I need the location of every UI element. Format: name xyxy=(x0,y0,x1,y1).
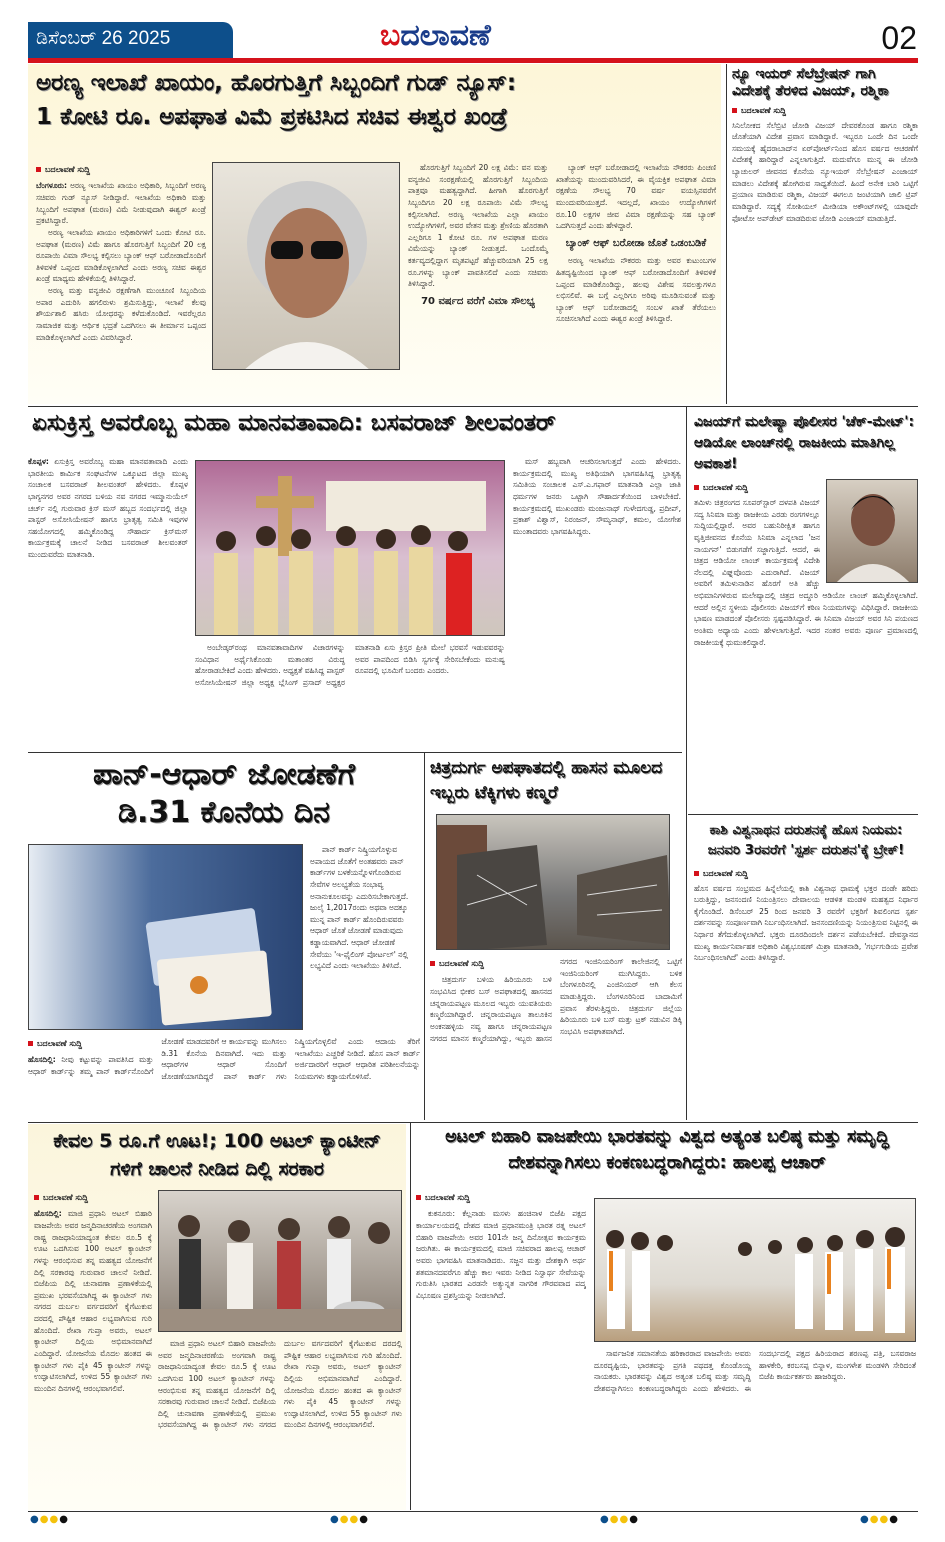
newspaper-logo: ಬದಲಾವಣೆ xyxy=(380,18,491,53)
section-rule xyxy=(28,1122,918,1123)
headline: ಕೇವಲ 5 ರೂ.ಗೆ ಊಟ!; 100 ಅಟಲ್ ಕ್ಯಾಂಟೀನ್ ಗಳಿಗೆ ಚಾಲನೆ ನೀಡಿದ ದಿಲ್ಲಿ ಸರಕಾರ xyxy=(53,1130,381,1180)
minister-photo xyxy=(212,162,400,370)
article-vijay-malaysia xyxy=(694,412,918,812)
article-atal-canteen: ಕೇವಲ 5 ರೂ.ಗೆ ಊಟ!; 100 ಅಟಲ್ ಕ್ಯಾಂಟೀನ್ ಗಳಿಗೆ ಚಾಲನೆ ನೀಡಿದ ದಿಲ್ಲಿ ಸರಕಾರ ಬದಲಾವಣೆ ಸುದ್ದಿ ಹೊಸದಿಲ್ಲಿ: ಮಾಜಿ ಪ್ರಧಾನಿ ಅಟಲ್ ಬಿಹಾರಿ ವಾಜಪೇಯಿ ಅವರ ಜನ್ಮದಿನಾಚರಣೆಯ ಅಂಗವಾಗಿ ರಾಷ್ಟ್ರ ರಾಜಧಾನಿಯಾದ್ಯಂತ ಕೇವಲ ರೂ.5 ಕ್ಕೆ ಊಟ ಒದಗಿಸುವ 100 ಅಟಲ್ ಕ್ಯಾಂಟೀನ್ ಗಳನ್ನು ಆರಂಭಿಸುವ ತನ್ನ ಮಹತ್ವದ ಯೋಜನೆಗೆ ದಿಲ್ಲಿ ಸರಕಾರವು ಗುರುವಾರ ಚಾಲನೆ ನೀಡಿದೆ. ಬಿಜೆಪಿಯ ದಿಲ್ಲಿ ಚುನಾವಣಾ ಪ್ರಣಾಳಿಕೆಯಲ್ಲಿ ಪ್ರಮುಖ ಭರವಸೆಯಾಗಿದ್ದ ಈ ಕ್ಯಾಂಟೀನ್ ಗಳು ನಗರದ ದುರ್ಬಲ ವರ್ಗದವರಿಗೆ ಕೈಗೆಟುಕುವ ದರದಲ್ಲಿ ಪೌಷ್ಟಿಕ ಆಹಾರ ಲಭ್ಯವಾಗಿಸುವ ಗುರಿ ಹೊಂದಿದೆ. ರೇಖಾ ಗುಪ್ತಾ ಅವರು, ಅಟಲ್ ಕ್ಯಾಂಟೀನ್ ದಿಲ್ಲಿಯ ಅಭಿಮಾನವಾಗಿದೆ ಎಂದಿದ್ದಾರೆ. ಯೋಜನೆಯ ಮೊದಲ ಹಂತದ ಈ ಕ್ಯಾಂಟೀನ್ ಗಳು ಪೈಕಿ 45 ಕ್ಯಾಂಟೀನ್ ಗಳನ್ನು ಉದ್ಘಾಟಿಸಲಾಗಿದೆ, ಉಳಿದ 55 ಕ್ಯಾಂಟೀನ್ ಗಳು ಮುಂದಿನ ದಿನಗಳಲ್ಲಿ ಆರಂಭವಾಗಲಿವೆ. ಮಾಜಿ ಪ್ರಧಾನಿ ಅಟಲ್ ಬಿಹಾರಿ ವಾಜಪೇಯಿ ಅವರ ಜನ್ಮದಿನಾಚರಣೆಯ ಅಂಗವಾಗಿ ರಾಷ್ಟ್ರ ರಾಜಧಾನಿಯಾದ್ಯಂತ ಕೇವಲ ರೂ.5 ಕ್ಕೆ ಊಟ ಒದಗಿಸುವ 100 ಅಟಲ್ ಕ್ಯಾಂಟೀನ್ ಗಳನ್ನು ಆರಂಭಿಸುವ ತನ್ನ ಮಹತ್ವದ ಯೋಜನೆಗೆ ದಿಲ್ಲಿ ಸರಕಾರವು ಗುರುವಾರ ಚಾಲನೆ ನೀಡಿದೆ. ಬಿಜೆಪಿಯ ದಿಲ್ಲಿ ಚುನಾವಣಾ ಪ್ರಣಾಳಿಕೆಯಲ್ಲಿ ಪ್ರಮುಖ ಭರವಸೆಯಾಗಿದ್ದ ಈ ಕ್ಯಾಂಟೀನ್ ಗಳು ನಗರದ ದುರ್ಬಲ ವರ್ಗದವರಿಗೆ ಕೈಗೆಟುಕುವ ದರದಲ್ಲಿ ಪೌಷ್ಟಿಕ ಆಹಾರ ಲಭ್ಯವಾಗಿಸುವ ಗುರಿ ಹೊಂದಿದೆ. ರೇಖಾ ಗುಪ್ತಾ ಅವರು, ಅಟಲ್ ಕ್ಯಾಂಟೀನ್ ದಿಲ್ಲಿಯ ಅಭಿಮಾನವಾಗಿದೆ ಎಂದಿದ್ದಾರೆ. ಯೋಜನೆಯ ಮೊದಲ ಹಂತದ ಈ ಕ್ಯಾಂಟೀನ್ ಗಳು ಪೈಕಿ 45 ಕ್ಯಾಂಟೀನ್ ಗಳನ್ನು ಉದ್ಘಾಟಿಸಲಾಗಿದೆ, ಉಳಿದ 55 ಕ್ಯಾಂಟೀನ್ ಗಳು ಮುಂದಿನ ದಿನಗಳಲ್ಲಿ ಆರಂಭವಾಗಲಿವೆ. xyxy=(28,1124,406,1510)
accident-photo xyxy=(436,814,670,950)
headline: ಪಾನ್-ಆಧಾರ್ ಜೋಡಣೆಗೆ ಡಿ.31 ಕೊನೆಯ ದಿನ xyxy=(93,757,355,830)
article-pan-aadhaar: ಪಾನ್-ಆಧಾರ್ ಜೋಡಣೆಗೆ ಡಿ.31 ಕೊನೆಯ ದಿನ ಪಾನ್ ಕಾರ್ಡ್ ನಿಷ್ಕ್ರಿಯಗೊಳ್ಳುವ ಅಪಾಯದ ಜೊತೆಗೆ ಅಂತಹವರು ಪಾನ್ ಕಾರ್ಡ್‌ಗಳ ಬಳಕೆಯನ್ನೊಳಗೊಂಡಿರುವ ಸೇವೆಗಳ ಅಲಭ್ಯತೆಯ ಸಂಭಾವ್ಯ ಅನಾನುಕೂಲವನ್ನು ಎದುರಿಸಬೇಕಾಗುತ್ತದೆ. ಜುಲೈ 1,2017ರಂದು ಅಥವಾ ಅದಕ್ಕೂ ಮುನ್ನ ಪಾನ್ ಕಾರ್ಡ್ ಹೊಂದಿರುವವರು ಆಧಾರ್ ಜೊತೆ ಜೋಡಣೆ ಮಾಡುವುದು ಕಡ್ಡಾಯವಾಗಿದೆ. ಆಧಾರ್ ಜೋಡಣೆ ಸೇವೆಯು 'ಇ-ಫೈಲಿಂಗ್ ಪೋರ್ಟಲ್' ನಲ್ಲಿ ಲಭ್ಯವಿದೆ ಎಂದು ಇಲಾಖೆಯು ತಿಳಿಸಿದೆ. ಬದಲಾವಣೆ ಸುದ್ದಿ ಹೊಸದಿಲ್ಲಿ: ನೀವು ಕಟ್ಟುವನ್ನು ಪಾವತಿಸಿದ ಮತ್ತು ಆಧಾರ್ ಕಾರ್ಡ್‌ನ್ನು ತಮ್ಮ ಪಾನ್ ಕಾರ್ಡ್‌ನೊಂದಿಗೆ ಜೋಡಣೆ ಮಾಡದವರಿಗೆ ಆ ಕಾರ್ಯವನ್ನು ಮುಗಿಸಲು ಡಿ.31 ಕೊನೆಯ ದಿನವಾಗಿದೆ. ಇದು ಮತ್ತು ಆಧಾರ್‌ಗಳ ಆಧಾರ್ ಸೊಂದಿಗೆ ಜೋಡಣೆಯಾಗದಿದ್ದರೆ ಪಾನ್ ಕಾರ್ಡ್ ಗಳು ನಿಷ್ಕ್ರಿಯಗೊಳ್ಳಲಿವೆ ಎಂದು ಆದಾಯ ತೆರಿಗೆ ಇಲಾಖೆಯು ಎಚ್ಚರಿಕೆ ನೀಡಿದೆ. ಹೊಸ ಪಾನ್ ಕಾರ್ಡ್ ಅರ್ಜಿದಾರರಿಗೆ ಆಧಾರ್ ಆಧಾರಿತ ಪರಿಶೀಲನೆಯನ್ನು ನಿಯಮಗಳು ಕಡ್ಡಾಯಗೊಳಿಸಿವೆ. xyxy=(28,757,420,1081)
page-number: 02 xyxy=(881,20,917,56)
byline: ಬದಲಾವಣೆ ಸುದ್ದಿ xyxy=(694,869,918,879)
footer-dots: ●●●● xyxy=(860,1514,899,1525)
footer-dots: ●●●● xyxy=(30,1514,69,1525)
issue-date: ಡಿಸೆಂಬರ್ 26 2025 xyxy=(28,22,233,58)
article-vajpayee: ಅಟಲ್ ಬಿಹಾರಿ ವಾಜಪೇಯಿ ಭಾರತವನ್ನು ವಿಶ್ವದ ಅತ್ಯಂತ ಬಲಿಷ್ಠ ಮತ್ತು ಸಮೃದ್ಧಿ ದೇಶವನ್ನಾಗಿಸಲು ಕಂಕಣಬದ್ಧರಾಗಿದ್ದರು: ಹಾಲಪ್ಪ ಆಚಾರ್ ಬದಲಾವಣೆ ಸುದ್ದಿ ಕುಕನೂರು: ಕೆಲ್ಲನಾಡು ಮಸಳು ಹಂಚಿನಾಳ ಬಿಜೆಪಿ ಪಕ್ಷದ ಕಾರ್ಯಾಲಯದಲ್ಲಿ ದೇಶದ ಮಾಜಿ ಪ್ರಧಾನಮಂತ್ರಿ ಭಾರತ ರತ್ನ ಅಟಲ್ ಬಿಹಾರಿ ವಾಜಪೇಯಿ ಅವರ 101ನೇ ಜನ್ಮ ದಿನೋತ್ಸವ ಕಾರ್ಯಕ್ರಮ ಜರುಗಿತು. ಈ ಕಾರ್ಯಕ್ರಮದಲ್ಲಿ ಮಾಜಿ ಸಚಿವರಾದ ಹಾಲಪ್ಪ ಆಚಾರ್ ಅವರು ಭಾಗವಹಿಸಿ ಮಾತನಾಡಿದರು. ಸಜ್ಜನ ಮತ್ತು ದೇಶಕ್ಕಾಗಿ ಅರ್ಥ ಶತಮಾನದವರೆಗೂ ಹೆಚ್ಚು ಕಾಲ ಇವರು ನೀಡಿದ ನಿಸ್ವಾರ್ಥ ಸೇವೆಯನ್ನು ಗುರುತಿಸಿ ಭಾರತದ ಎರಡನೇ ಅತ್ಯುನ್ನತ ನಾಗರಿಕ ಗೌರವವಾದ ಪದ್ಮ ವಿಭೂಷಣ ಪ್ರಶಸ್ತಿಯನ್ನು ನೀಡಲಾಗಿದೆ. ಸಾರ್ವಜನಿಕ ಸಮಾನತೆಯ ಹರಿಕಾರರಾದ ವಾಜಪೇಯಿ ಅವರು ದೂರದೃಷ್ಟಿಯ, ಭಾರತವನ್ನು ಪ್ರಗತಿ ಪಥದತ್ತ ಕೊಂಡೊಯ್ದ ನಾಯಕರು. ಭಾರತವನ್ನು ವಿಶ್ವದ ಅತ್ಯಂತ ಬಲಿಷ್ಠ ಮತ್ತು ಸಮೃದ್ಧಿ ದೇಶವನ್ನಾಗಿಸಲು ಕಂಕಣಬದ್ಧರಾಗಿದ್ದರು ಎಂದು ಹೇಳಿದರು. ಈ ಸಂದರ್ಭದಲ್ಲಿ ಪಕ್ಷದ ಹಿರಿಯರಾದ ಶರಣಪ್ಪ ಪತ್ರಿ, ಬಸವರಾಜ ಹಾಳಕೇರಿ, ಕರಬಸಪ್ಪ ಬಿನ್ನಾಳ, ಮಂಗಳೇಶ ಮಂಡಳಿಗಿ ಸೇರಿದಂತೆ ಬಿಜೆಪಿ ಕಾರ್ಯಕರ್ತರು ಹಾಜರಿದ್ದರು. xyxy=(416,1124,918,1510)
headline: ಏಸುಕ್ರಿಸ್ತ ಅವರೊಬ್ಬ ಮಹಾ ಮಾನವತಾವಾದಿ: ಬಸವರಾಜ್ ಶೀಲವಂತರ್ xyxy=(32,410,556,436)
column-rule xyxy=(686,406,687,1120)
event-photo xyxy=(195,460,505,636)
bjp-event-photo xyxy=(594,1198,916,1342)
byline: ಬದಲಾವಣೆ ಸುದ್ದಿ xyxy=(732,106,918,116)
header-rule xyxy=(28,58,918,63)
footer-dots: ●●●● xyxy=(600,1514,639,1525)
headline: ಅಟಲ್ ಬಿಹಾರಿ ವಾಜಪೇಯಿ ಭಾರತವನ್ನು ವಿಶ್ವದ ಅತ್ಯಂತ ಬಲಿಷ್ಠ ಮತ್ತು ಸಮೃದ್ಧಿ ದೇಶವನ್ನಾಗಿಸಲು ಕಂಕಣಬದ್ಧರಾಗಿದ್ದರು: ಹಾಲಪ್ಪ ಆಚಾರ್ xyxy=(445,1127,889,1174)
byline: ಬದಲಾವಣೆ ಸುದ್ದಿ xyxy=(34,1192,152,1204)
column-rule xyxy=(424,752,425,1120)
headline: ವಿಜಯ್‌ಗೆ ಮಲೇಷ್ಯಾ ಪೊಲೀಸರ 'ಚೆಕ್-ಮೇಟ್': ಆಡಿಯೋ ಲಾಂಚ್‌ನಲ್ಲಿ ರಾಜಕೀಯ ಮಾತಿಗಿಲ್ಲ ಅವಕಾಶ! xyxy=(694,414,915,472)
subheading: ಬ್ಯಾಂಕ್ ಆಫ್ ಬರೋಡಾ ಜೊತೆ ಒಡಂಬಡಿಕೆ xyxy=(565,237,707,249)
article-vijay-rashmika: ನ್ಯೂ ಇಯರ್ ಸೆಲೆಬ್ರೇಷನ್ ಗಾಗಿ ವಿದೇಶಕ್ಕೆ ತೆರಳಿದ ವಿಜಯ್, ರಶ್ಮಿಕಾ ಬದಲಾವಣೆ ಸುದ್ದಿ ಸಿನಿಲೋಕದ ಸೆಲೆಬ್ರಿಟಿ ಜೋಡಿ ವಿಜಯ್ ದೇವರಕೊಂಡ ಹಾಗೂ ರಶ್ಮಿಕಾ ಜೊತೆಯಾಗಿ ವಿದೇಶ ಪ್ರವಾಸ ಮಾಡಿದ್ದಾರೆ. ಇಬ್ಬರೂ ಒಂದೇ ದಿನ ಒಂದೇ ಸಮಯಕ್ಕೆ ಹೈದರಾಬಾದ್‌ನ ಏರ್‌ಪೋರ್ಟ್‌ನಿಂದ ಹೊಸ ವರ್ಷದ ಆಚರಣೆಗೆ ವಿದೇಶಕ್ಕೆ ಹಾರಿದ್ದಾರೆ ಎನ್ನಲಾಗುತ್ತಿದೆ. ಮದುವೆಗೂ ಮುನ್ನ ಈ ಜೋಡಿ ಬ್ಯಾಚುಲರ್ ಜೀವನದ ಕೊನೆಯ ನ್ಯೂಇಯರ್ ಸೆಲೆಬ್ರೇಷನ್ ಎಂಜಾಯ್ ಮಾಡಲು ವಿದೇಶಕ್ಕೆ ಹೋಗಿರುವ ಸಾಧ್ಯತೆಯಿದೆ. ಹಿಂದೆ ಅನೇಕ ಬಾರಿ ಒಟ್ಟಿಗೆ ಪ್ರಯಾಣ ಮಾಡಿರುವ ರಶ್ಮಿಕಾ, ವಿಜಯ್ ಈಗಲೂ ಜಂಟಿಯಾಗಿ ಜಾಲಿ ಟ್ರಿಪ್ ಮಾಡಿದ್ದಾರೆ. ಸದ್ಯಕ್ಕೆ ಸೋಶಿಯಲ್ ಮೀಡಿಯಾ ಅಕೌಂಟ್‌ಗಳಲ್ಲಿ ಯಾವುದೇ ಫೋಟೋ ಅಪ್‌ಡೇಟ್ ಮಾಡದಿರುವ ಜೋಡಿ ಎಂಜಾಯ್ ಮಾಡುತ್ತಿದೆ. xyxy=(732,66,918,223)
byline: ಬದಲಾವಣೆ ಸುದ್ದಿ xyxy=(430,958,552,970)
byline: ಬದಲಾವಣೆ ಸುದ್ದಿ xyxy=(36,164,206,176)
section-rule xyxy=(688,814,918,815)
column-rule xyxy=(726,64,727,404)
article-christmas: ಏಸುಕ್ರಿಸ್ತ ಅವರೊಬ್ಬ ಮಹಾ ಮಾನವತಾವಾದಿ: ಬಸವರಾಜ್ ಶೀಲವಂತರ್ ಕೊಪ್ಪಳ: ಏಸುಕ್ರಿಸ್ತ ಅವರೊಬ್ಬ ಮಹಾ ಮಾನವತಾವಾದಿ ಎಂದು ಭಾರತೀಯ ಕಾರ್ಮಿಕ ಸಂಘಟನೆಗಳ ಒಕ್ಕೂಟದ ಜಿಲ್ಲಾ ಮುಖ್ಯ ಸಂಚಾಲಕ ಬಸವರಾಜ್ ಶೀಲವಂತರ್ ಹೇಳಿದರು. ಕೊಪ್ಪಳ ಭಾಗ್ಯನಗರ ಅವರ ನಗರದ ಬಳಿಯ ನವ ನಗರದ ಇಮ್ಮಾನುಯೆಲ್ ಚರ್ಚ್ ನಲ್ಲಿ ಗುರುವಾರ ಕ್ರಿಸ್ ಮಸ್ ಹಬ್ಬದ ಸಂದರ್ಭದಲ್ಲಿ ಜಿಲ್ಲಾ ಪಾಸ್ಟರ್ ಅಸೋಸಿಯೇಷನ್ ಹಾಗೂ ಭ್ರಾತೃತ್ವ ಸಮಿತಿ ಇವುಗಳ ಸಹಯೋಗದಲ್ಲಿ ಹಮ್ಮಿಕೊಂಡಿದ್ದ ಸೌಹಾರ್ದ ಕ್ರಿಸ್‌ಮಸ್ ಕಾರ್ಯಕ್ರಮಕ್ಕೆ ಚಾಲನೆ ನೀಡಿದ ಬಸವರಾಜ್ ಶೀಲವಂತರ್ ಮುಂದುವರೆದು ಮಾತನಾಡಿ. ಅಂಬೇಡ್ಕರ್‌ರಂಥ ಮಾನವತಾವಾದಿಗಳ ವಿಚಾರಗಳನ್ನು ಸಂವಿಧಾನ ಅರ್ಥೈಸಿಕೊಂಡು ಮತಾಂತರ ವಿರುದ್ಧ ಹೋರಾಡಬೇಕಿದೆ ಎಂದು ಹೇಳಿದರು. ಅಧ್ಯಕ್ಷತೆ ವಹಿಸಿದ್ದ ಪಾಸ್ಟರ್ ಅಸೋಸಿಯೇಷನ್ ಜಿಲ್ಲಾ ಅಧ್ಯಕ್ಷ ಬ್ಲೆಸಿಂಗ್ ಪ್ರಸಾದ್ ಅಧ್ಯಕ್ಷರ ಮಾತನಾಡಿ ಏಸು ಕ್ರಿಸ್ತರ ಪ್ರೀತಿ ಮೇಲೆ ಭರವಸೆ ಇಡುವವರನ್ನು ಅವರ ಪಾಪದಿಂದ ಬಿಡಿಸಿ ಸ್ವರ್ಗಕ್ಕೆ ಸೇರಿಸಬೇಕೆಂದು ಮನುಷ್ಯ ರೂಪದಲ್ಲಿ ಭೂಮಿಗೆ ಬಂದರು ಎಂದರು. ಮಸ್ ಹಬ್ಬವಾಗಿ ಆಚರಿಸಲಾಗುತ್ತದೆ ಎಂದು ಹೇಳಿದರು. ಕಾರ್ಯಕ್ರಮದಲ್ಲಿ ಮುಖ್ಯ ಅತಿಥಿಯಾಗಿ ಭಾಗವಹಿಸಿದ್ದ ಭ್ರಾತೃತ್ವ ಸಮಿತಿಯ ಸಂಚಾಲಕ ಎಸ್.ಎ.ಗಫಾರ್ ಮಾತನಾಡಿ ಎಲ್ಲಾ ಜಾತಿ ಧರ್ಮಗಳ ಜನರು ಒಟ್ಟಾಗಿ ಸೌಹಾರ್ದತೆಯಿಂದ ಬಾಳಬೇಕಿದೆ. ಕಾರ್ಯಕ್ರಮದಲ್ಲಿ ಮುಖಂಡರು ಮಂಜುನಾಥ್ ಗುಳೇದಗುಡ್ಡ, ಪ್ರದೀಪ್, ಪ್ರಕಾಶ್ ವಿಶ್ವಾಸ್, ನಿರಂಜನ್, ಸೌಮ್ಯನಾಥ್, ಕಮಲ, ಯೋಗೇಶ ಮುಂತಾದವರು ಭಾಗವಹಿಸಿದ್ದರು. xyxy=(28,410,681,687)
vijay-photo xyxy=(826,479,918,583)
column-rule xyxy=(410,1122,411,1510)
byline: ಬದಲಾವಣೆ ಸುದ್ದಿ xyxy=(694,483,918,493)
subheading: 70 ವರ್ಷದ ವರೆಗೆ ವಿಮಾ ಸೌಲಭ್ಯ xyxy=(421,295,535,307)
pan-card-photo xyxy=(28,844,303,1030)
article-chitradurga-accident: ಚಿತ್ರದುರ್ಗ ಅಪಘಾತದಲ್ಲಿ ಹಾಸನ ಮೂಲದ ಇಬ್ಬರು ಟೆಕ್ಕಿಗಳು ಕಣ್ಮರೆ ಬದಲಾವಣೆ ಸುದ್ದಿ ಚಿತ್ರದುರ್ಗ ಬಳಿಯ ಹಿರಿಯೂರು ಬಳಿ ಸಂಭವಿಸಿದ ಭೀಕರ ಬಸ್ ಅಪಘಾತದಲ್ಲಿ ಹಾಸನದ ಚನ್ನರಾಯಪಟ್ಟಣ ಮೂಲದ ಇಬ್ಬರು ಯುವತಿಯರು ಕಣ್ಮರೆಯಾಗಿದ್ದಾರೆ. ಚನ್ನರಾಯಪಟ್ಟಣ ತಾಲೂಕಿನ ಅಂಕನಹಳ್ಳಿಯ ನವ್ಯ ಹಾಗೂ ಚನ್ನರಾಯಪಟ್ಟಣ ನಗರದ ಮಾನಸ ಕಣ್ಮರೆಯಾಗಿದ್ದು, ಇಬ್ಬರು ಹಾಸನ ನಗರದ ಇಂಜಿನಿಯರಿಂಗ್ ಕಾಲೇಜಿನಲ್ಲಿ ಒಟ್ಟಿಗೆ ಇಂಜಿನಿಯರಿಂಗ್ ಮುಗಿಸಿದ್ದರು. ಬಳಿಕ ಬೆಂಗಳೂರಿನಲ್ಲಿ ಎಂಜಿನಿಯರ್ ಆಗಿ ಕೆಲಸ ಮಾಡುತ್ತಿದ್ದರು. ಬೆಂಗಳೂರಿನಿಂದ ಬಾದಾಮಿಗೆ ಪ್ರವಾಸ ತೆರಳುತ್ತಿದ್ದರು. ಚಿತ್ರದುರ್ಗ ಜಿಲ್ಲೆಯ ಹಿರಿಯೂರು ಬಳಿ ಬಸ್ ಮತ್ತು ಟ್ರಕ್ ನಡುವಿನ ಡಿಕ್ಕಿ ಸಂಭವಿಸಿ ಅಪಘಾತವಾಗಿದೆ. xyxy=(430,758,682,1043)
byline: ಬದಲಾವಣೆ ಸುದ್ದಿ xyxy=(416,1192,586,1204)
byline: ಬದಲಾವಣೆ ಸುದ್ದಿ xyxy=(28,1038,153,1050)
article-forest-insurance: ಅರಣ್ಯ ಇಲಾಖೆ ಖಾಯಂ, ಹೊರಗುತ್ತಿಗೆ ಸಿಬ್ಬಂದಿಗೆ ಗುಡ್ ನ್ಯೂಸ್: 1 ಕೋಟಿ ರೂ. ಅಪಘಾತ ವಿಮೆ ಪ್ರಕಟಿಸಿದ ಸಚಿವ ಈಶ್ವರ ಖಂಡ್ರೆ ಬದಲಾವಣೆ ಸುದ್ದಿ ಬೆಂಗಳೂರು: ಅರಣ್ಯ ಇಲಾಖೆಯ ಖಾಯಂ ಅಧಿಕಾರಿ, ಸಿಬ್ಬಂದಿಗೆ ಅರಣ್ಯ ಸಚಿವರು ಗುಡ್ ನ್ಯೂಸ್ ನೀಡಿದ್ದಾರೆ. ಇಲಾಖೆಯ ಅಧಿಕಾರಿ ಮತ್ತು ಸಿಬ್ಬಂದಿಗೆ ಅಪಘಾತ (ಮರಣ) ವಿಮೆ ನೀಡುವುದಾಗಿ ಈಶ್ವರ್ ಖಂಡ್ರೆ ಪ್ರಕಟಿಸಿದ್ದಾರೆ. ಅರಣ್ಯ ಇಲಾಖೆಯ ಖಾಯಂ ಅಧಿಕಾರಿಗಳಿಗೆ ಒಂದು ಕೋಟಿ ರೂ. ಅಪಘಾತ (ಮರಣ) ವಿಮೆ ಹಾಗೂ ಹೊರಗುತ್ತಿಗೆ ಸಿಬ್ಬಂದಿಗೆ 20 ಲಕ್ಷ ರೂಪಾಯಿ ವಿಮಾ ಸೌಲಭ್ಯ ಕಲ್ಪಿಸಲು ಬ್ಯಾಂಕ್ ಆಫ್ ಬರೋಡಾದೊಂದಿಗೆ ತಿಳಿವಳಿಕೆ ಒಪ್ಪಂದ ಮಾಡಿಕೊಳ್ಳಲಾಗಿದೆ ಎಂದು ಅರಣ್ಯ ಸಚಿವ ಈಶ್ವರ ಖಂಡ್ರೆ ಮಾಧ್ಯಮ ಹೇಳಿಕೆಯಲ್ಲಿ ತಿಳಿಸಿದ್ದಾರೆ. ಅರಣ್ಯ ಮತ್ತು ವನ್ಯಜೀವಿ ರಕ್ಷಣೆಗಾಗಿ ಮುಂಚೂಣಿ ಸಿಬ್ಬಂದಿಯ ಅಪಾರ ಎದುರಿಸಿ ಹಗಲಿರುಳು ಶ್ರಮಿಸುತ್ತಿದ್ದು, ಇಲಾಖೆ ಕೆಲವು ಶೌರ್ಯಶಾಲಿ ಹಸಿರು ಯೋಧರನ್ನು ಕಳೆದುಕೊಂಡಿದೆ. ಇವರೆಲ್ಲರೂ ಸಾಮಾಜಿಕ ಮತ್ತು ಆರ್ಥಿಕ ಭದ್ರತೆ ಒದಗಿಸಲು ಈ ತೀರ್ಮಾನ ಒಪ್ಪಂದ ಮಾಡಿಕೊಳ್ಳಲಾಗಿದೆ ಎಂದು ವಿವರಿಸಿದ್ದಾರೆ. ಹೊರಗುತ್ತಿಗೆ ಸಿಬ್ಬಂದಿಗೆ 20 ಲಕ್ಷ ವಿಮೆ: ವನ ಮತ್ತು ವನ್ಯಜೀವಿ ಸಂರಕ್ಷಣೆಯಲ್ಲಿ ಹೊರಗುತ್ತಿಗೆ ಸಿಬ್ಬಂದಿಯ ಪಾತ್ರವೂ ಮಹತ್ವದ್ದಾಗಿದೆ. ಹೀಗಾಗಿ ಹೊರಗುತ್ತಿಗೆ ಸಿಬ್ಬಂದಿಗೂ 20 ಲಕ್ಷ ರೂಪಾಯಿ ವಿಮೆ ಸೌಲಭ್ಯ ಕಲ್ಪಿಸಲಾಗಿದೆ. ಅರಣ್ಯ ಇಲಾಖೆಯ ಎಲ್ಲಾ ಖಾಯಂ ಉದ್ಯೋಗಿಗಳಿಗೆ, ಅವರ ವೇತನ ಮತ್ತು ಶ್ರೇಣಿಯ ಹೊರತಾಗಿ ಎಲ್ಲರಿಗೂ 1 ಕೋಟಿ ರೂ. ಗಳ ಅಪಘಾತ ಮರಣ ವಿಮೆಯನ್ನು ಬ್ಯಾಂಕ್ ನೀಡುತ್ತದೆ. ಒಂದೊಮ್ಮೆ ಕರ್ತವ್ಯದಲ್ಲಿದ್ದಾಗ ಮೃತಪಟ್ಟರೆ ಹೆಚ್ಚುವರಿಯಾಗಿ 25 ಲಕ್ಷ ರೂ.ಗಳನ್ನು ಬ್ಯಾಂಕ್ ಪಾವತಿಸಲಿದೆ ಎಂದು ಸಚಿವರು ತಿಳಿಸಿದ್ದಾರೆ. 70 ವರ್ಷದ ವರೆಗೆ ವಿಮಾ ಸೌಲಭ್ಯ ಬ್ಯಾಂಕ್ ಆಫ್ ಬರೋಡಾದಲ್ಲಿ ಇಲಾಖೆಯ ನೌಕರರು ಪಿಂಚಣಿ ಖಾತೆಯನ್ನು ಮುಂದುವರಿಸಿದರೆ, ಈ ವೈಯಕ್ತಿಕ ಅಪಘಾತ ವಿಮಾ ರಕ್ಷಣೆಯ ಸೌಲಭ್ಯ 70 ವರ್ಷ ವಯಸ್ಸಿನವರೆಗೆ ಮುಂದುವರಿಯುತ್ತದೆ. ಇದಲ್ಲದೆ, ಖಾಯಂ ಉದ್ಯೋಗಿಗಳಿಗೆ ರೂ.10 ಲಕ್ಷಗಳ ಜೀವ ವಿಮಾ ರಕ್ಷಣೆಯನ್ನು ಸಹ ಬ್ಯಾಂಕ್ ಒದಗಿಸುತ್ತದೆ ಎಂದು ಹೇಳಿದ್ದಾರೆ. ಬ್ಯಾಂಕ್ ಆಫ್ ಬರೋಡಾ ಜೊತೆ ಒಡಂಬಡಿಕೆ ಅರಣ್ಯ ಇಲಾಖೆಯ ನೌಕರರು ಮತ್ತು ಅವರ ಕುಟುಂಬಗಳ ಹಿತದೃಷ್ಟಿಯಿಂದ ಬ್ಯಾಂಕ್ ಆಫ್ ಬರೋಡಾದೊಂದಿಗೆ ತಿಳಿವಳಿಕೆ ಒಪ್ಪಂದ ಮಾಡಿಕೊಂಡಿದ್ದು, ಹಲವು ವಿಶೇಷ ಸವಲತ್ತುಗಳೂ ಲಭಿಸಲಿವೆ. ಈ ಬಗ್ಗೆ ಎಲ್ಲರಿಗೂ ಅರಿವು ಮೂಡಿಸುವಂತೆ ಮತ್ತು ಬ್ಯಾಂಕ್ ಆಫ್ ಬರೋಡಾದಲ್ಲಿ ಸಂಬಳ ಖಾತೆ ತೆರೆಯಲು ಸೂಚಿಸಲಾಗಿದೆ ಎಂದು ಈಶ್ವರ ಖಂಡ್ರೆ ತಿಳಿಸಿದ್ದಾರೆ. xyxy=(28,64,721,404)
headline: ನ್ಯೂ ಇಯರ್ ಸೆಲೆಬ್ರೇಷನ್ ಗಾಗಿ ವಿದೇಶಕ್ಕೆ ತೆರಳಿದ ವಿಜಯ್, ರಶ್ಮಿಕಾ xyxy=(732,66,889,99)
headline: ಕಾಶಿ ವಿಶ್ವನಾಥನ ದರುಶನಕ್ಕೆ ಹೊಸ ನಿಯಮ: ಜನವರಿ 3ರವರೆಗೆ 'ಸ್ಪರ್ಶ ದರುಶನ'ಕ್ಕೆ ಬ್ರೇಕ್! xyxy=(707,822,905,859)
headline: ಅರಣ್ಯ ಇಲಾಖೆ ಖಾಯಂ, ಹೊರಗುತ್ತಿಗೆ ಸಿಬ್ಬಂದಿಗೆ ಗುಡ್ ನ್ಯೂಸ್: 1 ಕೋಟಿ ರೂ. ಅಪಘಾತ ವಿಮೆ ಪ್ರಕಟಿಸಿದ ಸಚಿವ ಈಶ್ವರ ಖಂಡ್ರೆ xyxy=(36,70,517,130)
article-body: ತಮಿಳು ಚಿತ್ರರಂಗದ ಸೂಪರ್‌ಸ್ಟಾರ್ ದಳಪತಿ ವಿಜಯ್ ಸದ್ಯ ಸಿನಿಮಾ ಮತ್ತು ರಾಜಕೀಯ ಎರಡು ರಂಗಗಳಲ್ಲೂ ಸುದ್ದಿಯಲ್ಲಿದ್ದಾರೆ. ಅವರ ಬಹುನಿರೀಕ್ಷಿತ ಹಾಗೂ ವೃತ್ತಿಜೀವನದ ಕೊನೆಯ ಸಿನಿಮಾ ಎನ್ನಲಾದ 'ಜನ ನಾಯಗನ್' ಬಿಡುಗಡೆಗೆ ಸಜ್ಜಾಗುತ್ತಿದೆ. ಆದರೆ, ಈ ಚಿತ್ರದ ಆಡಿಯೋ ಲಾಂಚ್ ಕಾರ್ಯಕ್ರಮಕ್ಕೆ ವಿದೇಶಿ ನೆಲದಲ್ಲಿ ವಿಘ್ನವೊಂದು ಎದುರಾಗಿದೆ. ವಿಜಯ್ ಅವರಿಗೆ ತಮಿಳುನಾಡಿನ ಹೊರಗೆ ಅತಿ ಹೆಚ್ಚು ಅಭಿಮಾನಿಗಳಿರುವ ಮಲೇಷ್ಯಾದಲ್ಲಿ ಚಿತ್ರದ ಅದ್ದೂರಿ ಆಡಿಯೋ ಲಾಂಚ್ ಹಮ್ಮಿಕೊಳ್ಳಲಾಗಿದೆ. ಆದರೆ ಅಲ್ಲಿನ ಸ್ಥಳೀಯ ಪೊಲೀಸರು ವಿಜಯ್‌ಗೆ ಕಠಿಣ ನಿಯಮಗಳನ್ನು ವಿಧಿಸಿದ್ದಾರೆ. ರಾಜಕೀಯ ಭಾಷಣ ಮಾಡದಂತೆ ಪೊಲೀಸರು ಸ್ಪಷ್ಟಪಡಿಸಿದ್ದಾರೆ. ಈ ಸಿನಿಮಾ ವಿಜಯ್ ಅವರ ಸಿನಿ ಪಯಣದ ಅಂತಿಮ ಅಧ್ಯಾಯ ಎಂದು ಹೇಳಲಾಗುತ್ತಿದೆ. ಇದರ ನಂತರ ಅವರು ಪೂರ್ಣ ಪ್ರಮಾಣದಲ್ಲಿ ರಾಜಕೀಯಕ್ಕೆ ಧುಮುಕಲಿದ್ದಾರೆ. xyxy=(694,498,918,647)
headline: ಚಿತ್ರದುರ್ಗ ಅಪಘಾತದಲ್ಲಿ ಹಾಸನ ಮೂಲದ ಇಬ್ಬರು ಟೆಕ್ಕಿಗಳು ಕಣ್ಮರೆ xyxy=(430,758,663,803)
canteen-photo xyxy=(158,1190,402,1332)
section-rule xyxy=(28,406,918,407)
footer-dots: ●●●● xyxy=(330,1514,369,1525)
footer-rule xyxy=(28,1511,918,1512)
section-rule xyxy=(28,752,682,753)
article-kashi-vishwanath: ಕಾಶಿ ವಿಶ್ವನಾಥನ ದರುಶನಕ್ಕೆ ಹೊಸ ನಿಯಮ: ಜನವರಿ 3ರವರೆಗೆ 'ಸ್ಪರ್ಶ ದರುಶನ'ಕ್ಕೆ ಬ್ರೇಕ್! ಬದಲಾವಣೆ ಸುದ್ದಿ ಹೊಸ ವರ್ಷದ ಸಂಭ್ರಮದ ಹಿನ್ನೆಲೆಯಲ್ಲಿ ಕಾಶಿ ವಿಶ್ವನಾಥ ಧಾಮಕ್ಕೆ ಭಕ್ತರ ದಂಡೇ ಹರಿದು ಬರುತ್ತಿದ್ದು, ಜನಸಂದಣಿ ನಿಯಂತ್ರಿಸಲು ದೇವಾಲಯ ಆಡಳಿತ ಮಂಡಳಿ ಮಹತ್ವದ ನಿರ್ಧಾರ ಕೈಗೊಂಡಿದೆ. ಡಿಸೆಂಬರ್ 25 ರಿಂದ ಜನವರಿ 3 ರವರೆಗೆ ಭಕ್ತರಿಗೆ ಶಿವಲಿಂಗದ ಸ್ಪರ್ಶ ದರ್ಶನವನ್ನು ಸಂಪೂರ್ಣವಾಗಿ ನಿರ್ಬಂಧಿಸಲಾಗಿದೆ. ಜನಸಂದಣಿಯನ್ನು ನಿಯಂತ್ರಿಸುವ ನಿಟ್ಟಿನಲ್ಲಿ ಈ ನಿರ್ಧಾರ ತೆಗೆದುಕೊಳ್ಳಲಾಗಿದೆ. ಭಕ್ತರು ದೂರದಿಂದಲೇ ದರ್ಶನ ಪಡೆಯಬೇಕಿದೆ. ದೇವಸ್ಥಾನದ ಮುಖ್ಯ ಕಾರ್ಯನಿರ್ವಾಹಕ ಅಧಿಕಾರಿ ವಿಶ್ವಭೂಷಣ್ ಮಿಶ್ರಾ ಮಾತನಾಡಿ, 'ಗರ್ಭಗುಡಿಯ ಪ್ರವೇಶ ನಿರ್ಬಂಧಿಸಲಾಗಿದೆ' ಎಂದು ತಿಳಿಸಿದ್ದಾರೆ. xyxy=(694,822,918,963)
